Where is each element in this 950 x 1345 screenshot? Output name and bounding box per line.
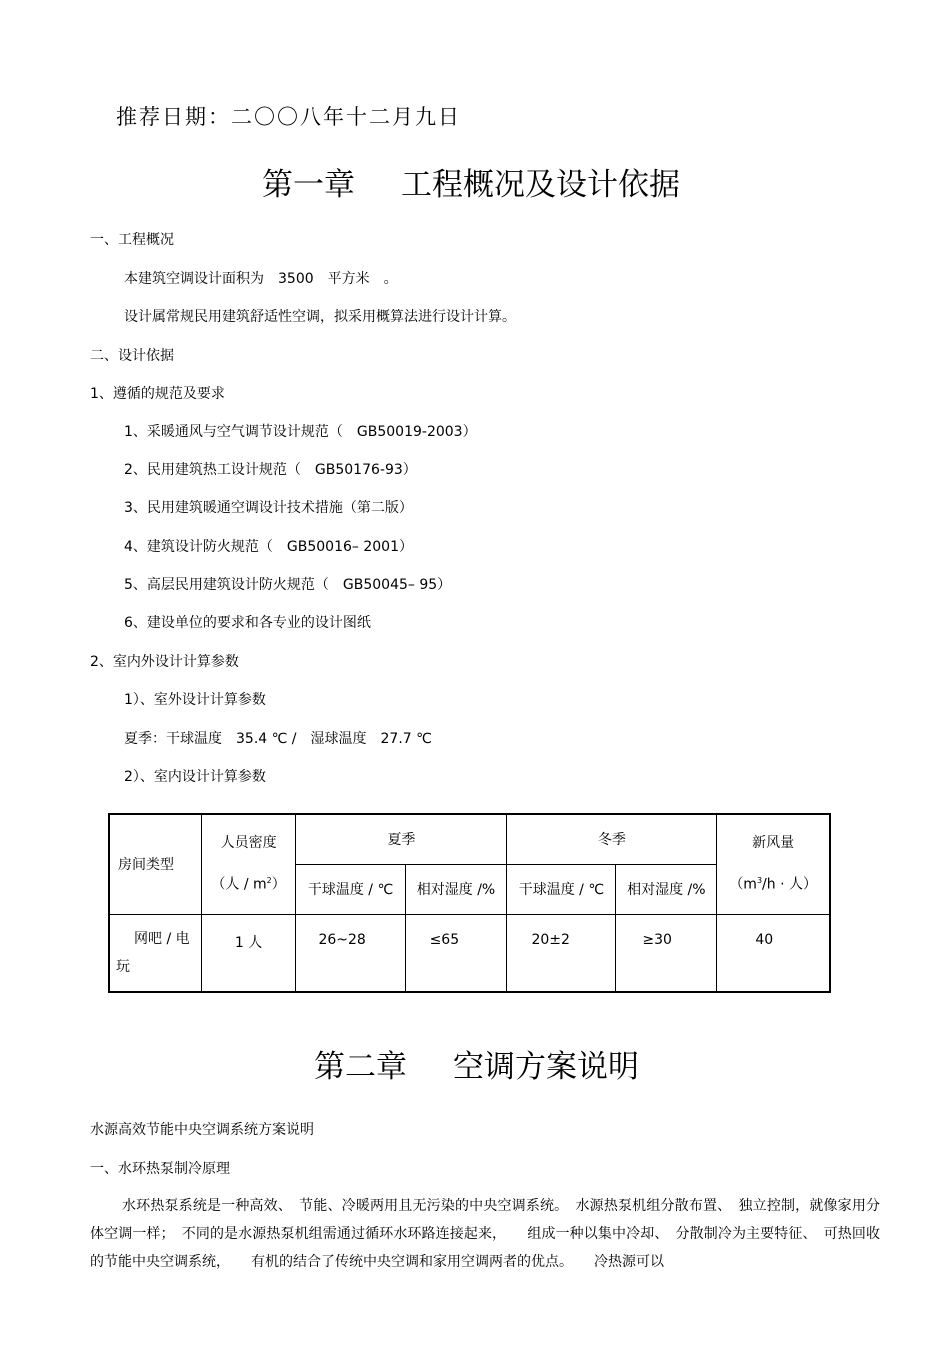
- design-method-line: 设计属常规民用建筑舒适性空调，拟采用概算法进行设计计算。: [124, 309, 516, 325]
- norm-item: 2、民用建筑热工设计规范（ GB50176-93）: [124, 462, 417, 478]
- chapter-2-name: 空调方案说明: [453, 1049, 639, 1085]
- winter-rh-header: 相对湿度 /%: [616, 864, 717, 914]
- winter-header: 冬季: [507, 814, 717, 864]
- norm-item: 1、采暖通风与空气调节设计规范（ GB50019-2003）: [124, 424, 477, 440]
- chapter-1-name: 工程概况及设计依据: [401, 167, 680, 203]
- summer-params-line: 夏季：干球温度 35.4 ℃ / 湿球温度 27.7 ℃: [124, 731, 432, 747]
- table-row: [109, 914, 830, 992]
- section-project-overview-heading: 一、工程概况: [90, 232, 174, 248]
- indoor-params-heading: 2）、室内设计计算参数: [124, 769, 266, 785]
- chapter-2-number: 第二章: [314, 1049, 407, 1085]
- chapter-1-title: [262, 159, 680, 204]
- design-area-line: 本建筑空调设计面积为 3500 平方米 。: [124, 271, 398, 287]
- summer-rh-cell: ≤65: [405, 914, 507, 992]
- norms-heading: 1、遵循的规范及要求: [90, 386, 225, 402]
- water-loop-paragraph: 水环热泵系统是一种高效、 节能、冷暖两用且无污染的中央空调系统。 水源热泵机组分散布置、 独立控制，就像家用分体空调一样； 不同的是水源热泵机组需通过循环水环路连接起来， 组成一种以集中冷却、 分散制冷为主要特征、 可热回收的节能中央空调系统， 有机的结合了传统中央空调和家用空调两者的优点。 冷热源可以: [90, 1198, 880, 1270]
- norm-item: 4、建筑设计防火规范（ GB50016– 2001）: [124, 539, 413, 555]
- room-type-header: 房间类型: [109, 814, 201, 914]
- winter-rh-cell: ≥30: [616, 914, 717, 992]
- winter-dry-bulb-cell: 20±2: [507, 914, 616, 992]
- calc-params-heading: 2、室内外设计计算参数: [90, 654, 239, 670]
- recommend-date: 推荐日期：二〇〇八年十二月九日: [116, 105, 461, 129]
- summer-dry-bulb-cell: 26~28: [296, 914, 405, 992]
- summer-header: 夏季: [296, 814, 507, 864]
- winter-dry-bulb-header: 干球温度 / ℃: [507, 864, 616, 914]
- norm-item: 5、高层民用建筑设计防火规范（ GB50045– 95）: [124, 577, 452, 593]
- density-cell: 1 人: [201, 914, 296, 992]
- scheme-intro: 水源高效节能中央空调系统方案说明: [90, 1122, 314, 1138]
- norm-item: 3、民用建筑暖通空调设计技术措施（第二版）: [124, 500, 413, 516]
- section-water-loop-heading: 一、水环热泵制冷原理: [90, 1161, 230, 1177]
- indoor-params-table: [108, 813, 831, 993]
- norm-item: 6、建设单位的要求和各专业的设计图纸: [124, 615, 371, 631]
- fresh-air-header: 新风量 （$m^3/h$ · 人）: [717, 814, 830, 914]
- chapter-2-title: [314, 1041, 639, 1086]
- density-header: 人员密度 （人 / $m^2$）: [201, 814, 296, 914]
- outdoor-params-heading: 1）、室外设计计算参数: [124, 692, 266, 708]
- summer-dry-bulb-header: 干球温度 / ℃: [296, 864, 405, 914]
- section-design-basis-heading: 二、设计依据: [90, 348, 174, 364]
- chapter-1-number: 第一章: [262, 167, 355, 203]
- fresh-air-cell: 40: [717, 914, 830, 992]
- room-type-cell: 网吧 / 电 玩: [109, 914, 201, 992]
- summer-rh-header: 相对湿度 /%: [405, 864, 507, 914]
